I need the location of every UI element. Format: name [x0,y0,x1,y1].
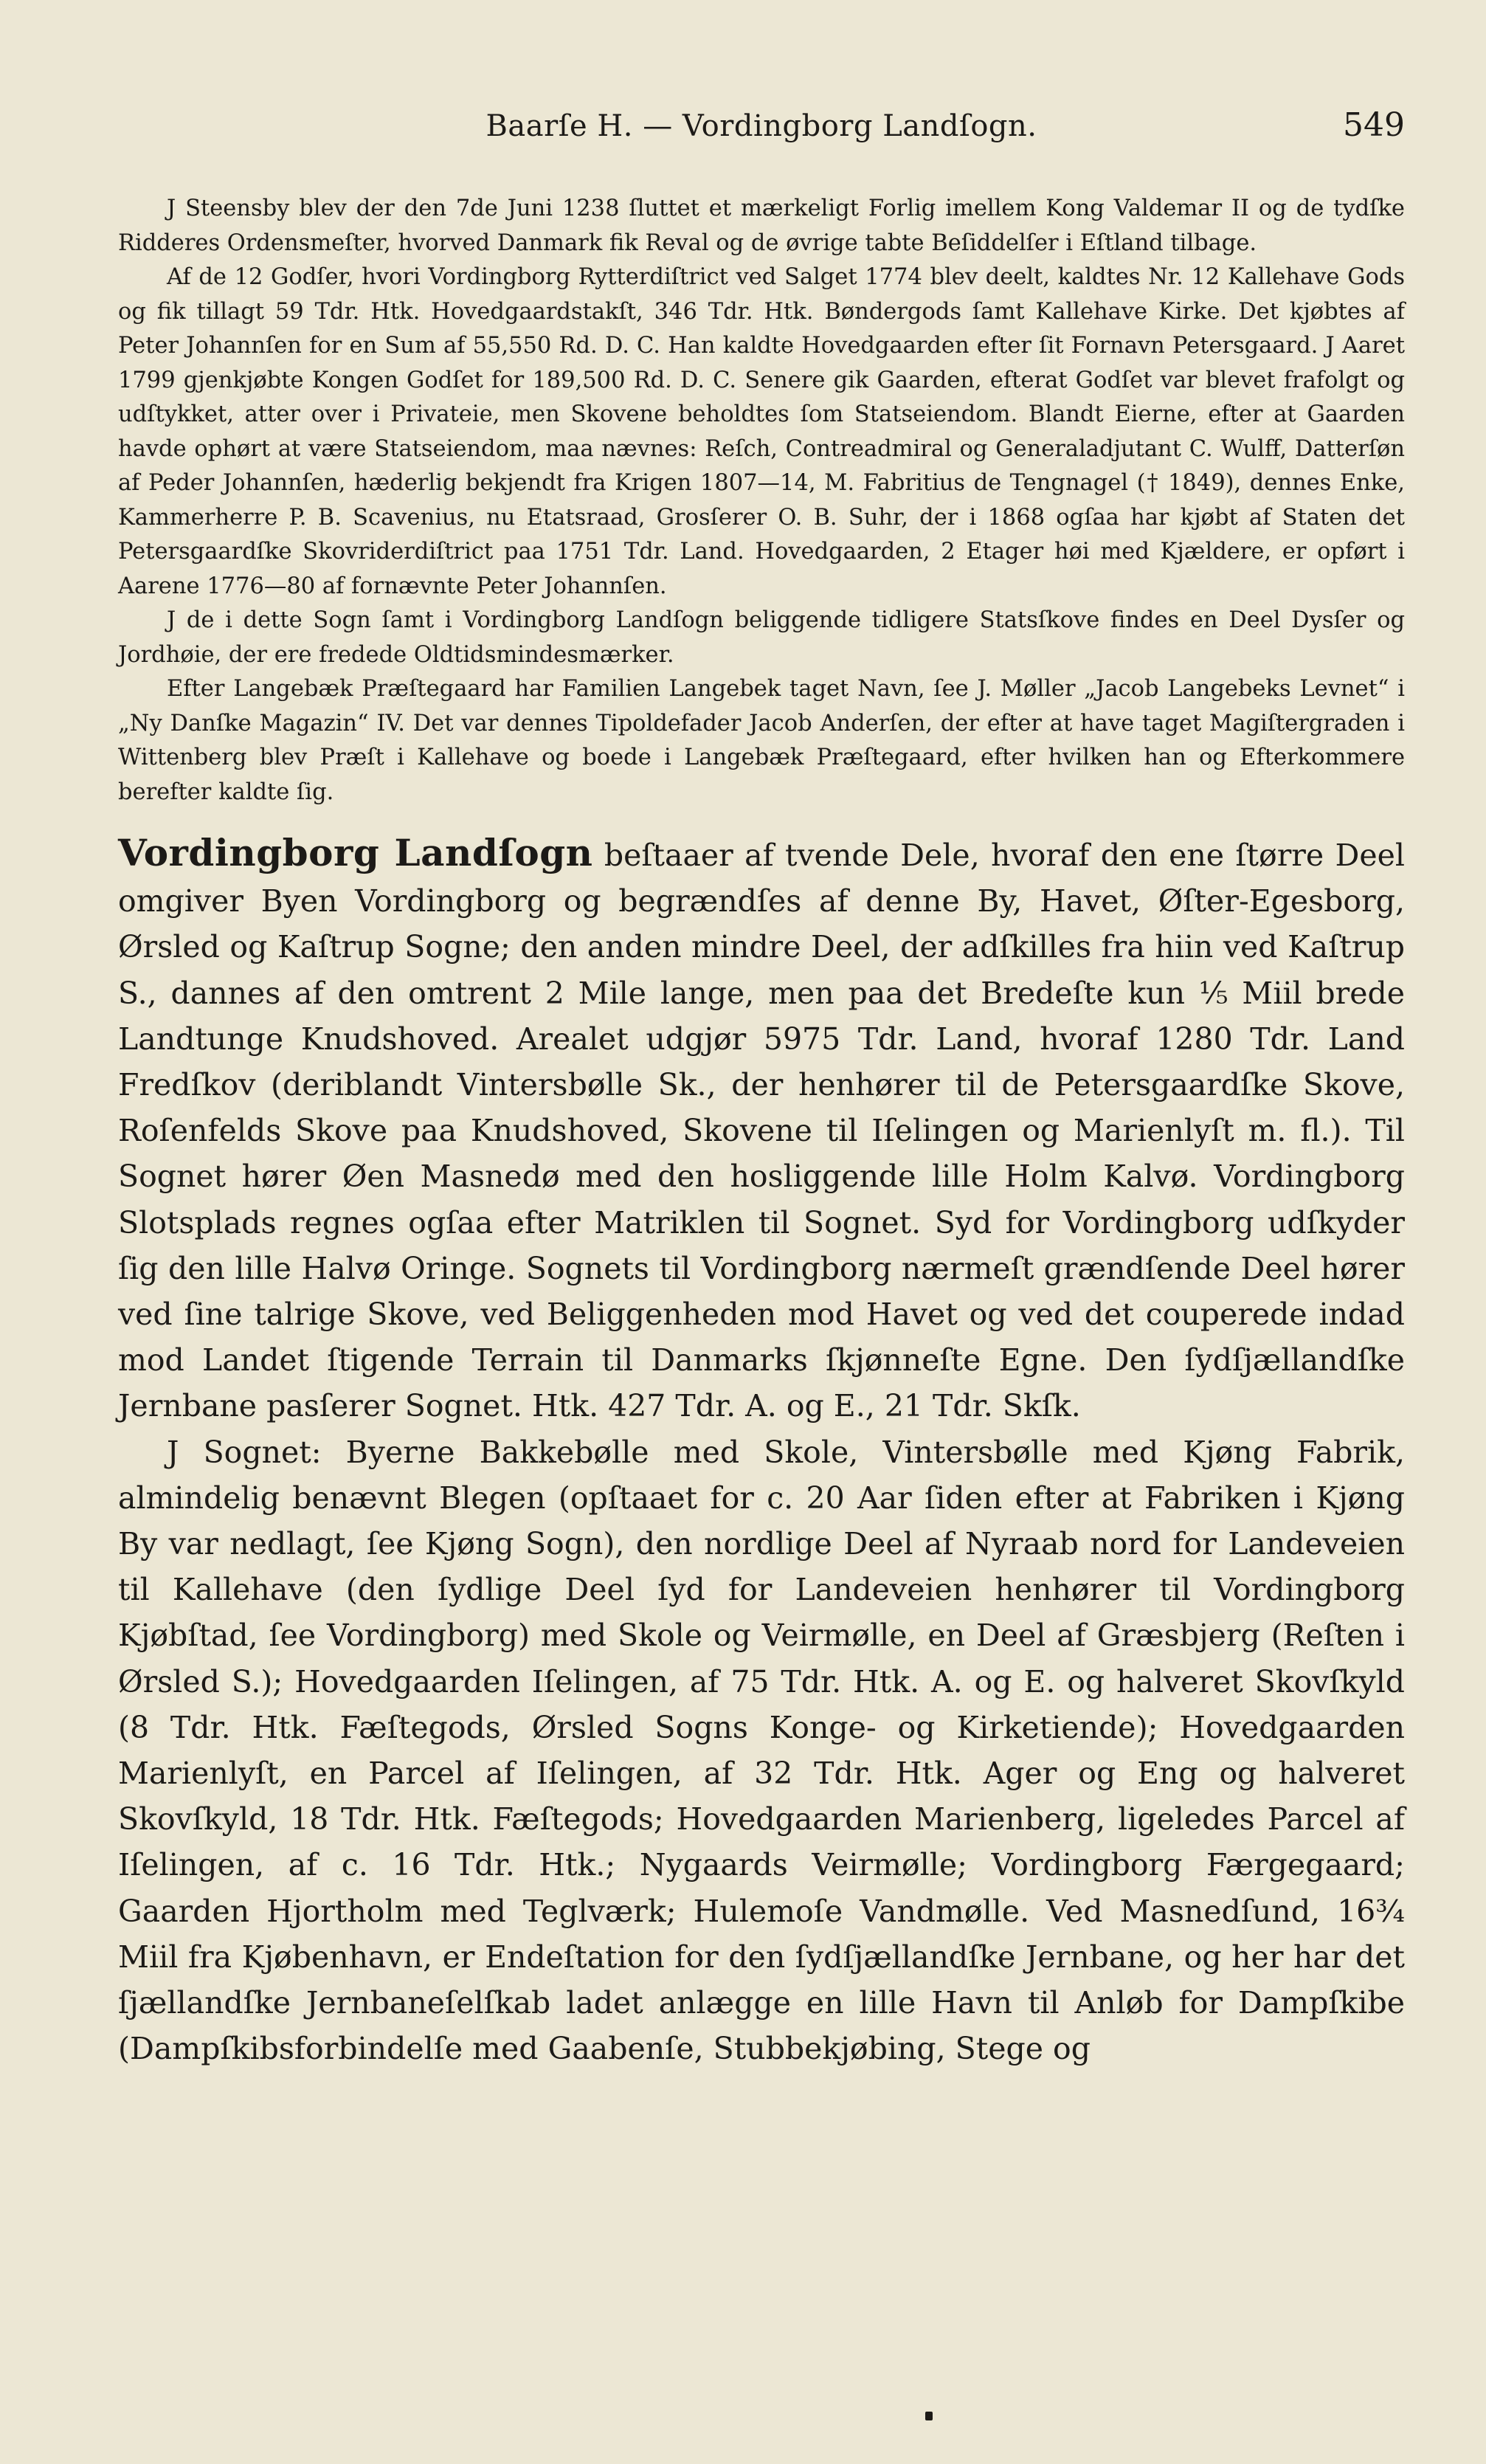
page-body [118,192,1405,2071]
section-vordingborg-landsogn [118,830,1405,2071]
section-intro-text: beſtaaer af tvende Dele, hvoraf den ene ſtørre Deel omgiver Byen Vordingborg og begrændſes af denne By, Havet, Øſter-Egesborg, Ørsled og Kaſtrup Sogne; den anden mindre Deel, der adſkilles fra hiin ved Kaſtrup S., dannes af den omtrent 2 Mile lange, men paa det Bredeſte kun ⅕ Miil brede Landtunge Knudshoved. Arealet udgjør 5975 Tdr. Land, hvoraf 1280 Tdr. Land Fredſkov (deriblandt Vintersbølle Sk., der henhører til de Petersgaardſke Skove, Roſenfelds Skove paa Knudshoved, Skovene til Iſelingen og Marienlyſt m. fl.). Til Sognet hører Øen Masnedø med den hosliggende lille Holm Kalvø. Vordingborg Slotsplads regnes ogſaa efter Matriklen til Sognet. Syd for Vordingborg udſkyder ſig den lille Halvø Oringe. Sognets til Vordingborg nærmeſt grændſende Deel hører ved ſine talrige Skove, ved Beliggenheden mod Havet og ved det couperede indad mod Landet ſtigende Terrain til Danmarks ſkjønneſte Egne. Den ſydſjællandſke Jernbane pasſerer Sognet. Htk. 427 Tdr. A. og E., 21 Tdr. Skſk. [118,838,1405,1424]
paragraph-langebaek: Efter Langebæk Præſtegaard har Familien Langebek taget Navn, ſee J. Møller „Jacob Langebeks Levnet“ i „Ny Danſke Magazin“ IV. Det var dennes Tipoldefader Jacob Anderſen, der efter at have taget Magiſtergraden i Wittenberg blev Præſt i Kallehave og boede i Langebæk Præſtegaard, efter hvilken han og Efterkommere berefter kaldte ſig. [118,676,1405,805]
paragraph-steensby: J Steensby blev der den 7de Juni 1238 ſluttet et mærkeligt Forlig imellem Kong Valdemar II og de tydſke Ridderes Ordensmeſter, hvorved Danmark fik Reval og de øvrige tabte Beſiddelſer i Eſtland tilbage. [118,196,1405,256]
running-title: Baarſe H. — Vordingborg Landſogn. [485,109,1037,143]
page-header [118,87,1405,153]
ink-dot [925,2412,933,2420]
paragraph-statsskove: J de i dette Sogn ſamt i Vordingborg Landſogn beliggende tidligere Statsſkove findes en Deel Dysſer og Jordhøie, der ere fredede Oldtidsmindesmærker. [118,607,1405,668]
section-paragraph-parish: J Sognet: Byerne Bakkebølle med Skole, Vintersbølle med Kjøng Fabrik, almindelig benævnt Blegen (opſtaaet for c. 20 Aar ſiden efter at Fabriken i Kjøng By var nedlagt, ſee Kjøng Sogn), den nordlige Deel af Nyraab nord for Landeveien til Kallehave (den ſydlige Deel ſyd for Landeveien henhører til Vordingborg Kjøbſtad, ſee Vordingborg) med Skole og Veirmølle, en Deel af Græsbjerg (Reſten i Ørsled S.); Hovedgaarden Iſelingen, af 75 Tdr. Htk. A. og E. og halveret Skovſkyld (8 Tdr. Htk. Fæſtegods, Ørsled Sogns Konge- og Kirketiende); Hovedgaarden Marienlyſt, en Parcel af Iſelingen, af 32 Tdr. Htk. Ager og Eng og halveret Skovſkyld, 18 Tdr. Htk. Fæſtegods; Hovedgaarden Marienberg, ligeledes Parcel af Iſelingen, af c. 16 Tdr. Htk.; Nygaards Veirmølle; Vordingborg Færgegaard; Gaarden Hjortholm med Teglværk; Hulemoſe Vandmølle. Ved Masnedſund, 16¾ Miil fra Kjøbenhavn, er Endeſtation for den ſydſjællandſke Jernbane, og her har det ſjællandſke Jernbaneſelſkab ladet anlægge en lille Havn til Anløb for Dampſkibe (Dampſkibsforbindelſe med Gaabenſe, Stubbekjøbing, Stege og [118,1434,1405,2067]
section-paragraph-area [118,830,1405,1429]
small-print-block [118,192,1405,810]
page-number: 549 [1343,106,1405,144]
section-heading: Vordingborg Landſogn [118,831,593,874]
paragraph-kallehave-gods: Af de 12 Godſer, hvori Vordingborg Rytterdiſtrict ved Salget 1774 blev deelt, kaldtes Nr. 12 Kallehave Gods og fik tillagt 59 Tdr. Htk. Hovedgaardstakſt, 346 Tdr. Htk. Bøndergods ſamt Kallehave Kirke. Det kjøbtes af Peter Johannſen for en Sum af 55,550 Rd. D. C. Han kaldte Hovedgaarden efter ſit Fornavn Petersgaard. J Aaret 1799 gjenkjøbte Kongen Godſet for 189,500 Rd. D. C. Senere gik Gaarden, efterat Godſet var blevet frafolgt og udſtykket, atter over i Privateie, men Skovene beholdtes ſom Statseiendom. Blandt Eierne, efter at Gaarden havde ophørt at være Statseiendom, maa nævnes: Reſch, Contreadmiral og Generaladjutant C. Wulff, Datterſøn af Peder Johannſen, hæderlig bekjendt fra Krigen 1807—14, M. Fabritius de Tengnagel († 1849), dennes Enke, Kammerherre P. B. Scavenius, nu Etatsraad, Grosſerer O. B. Suhr, der i 1868 ogſaa har kjøbt af Staten det Petersgaardſke Skovriderdiſtrict paa 1751 Tdr. Land. Hovedgaarden, 2 Etager høi med Kjældere, er opført i Aarene 1776—80 af fornævnte Peter Johannſen. [118,264,1405,599]
